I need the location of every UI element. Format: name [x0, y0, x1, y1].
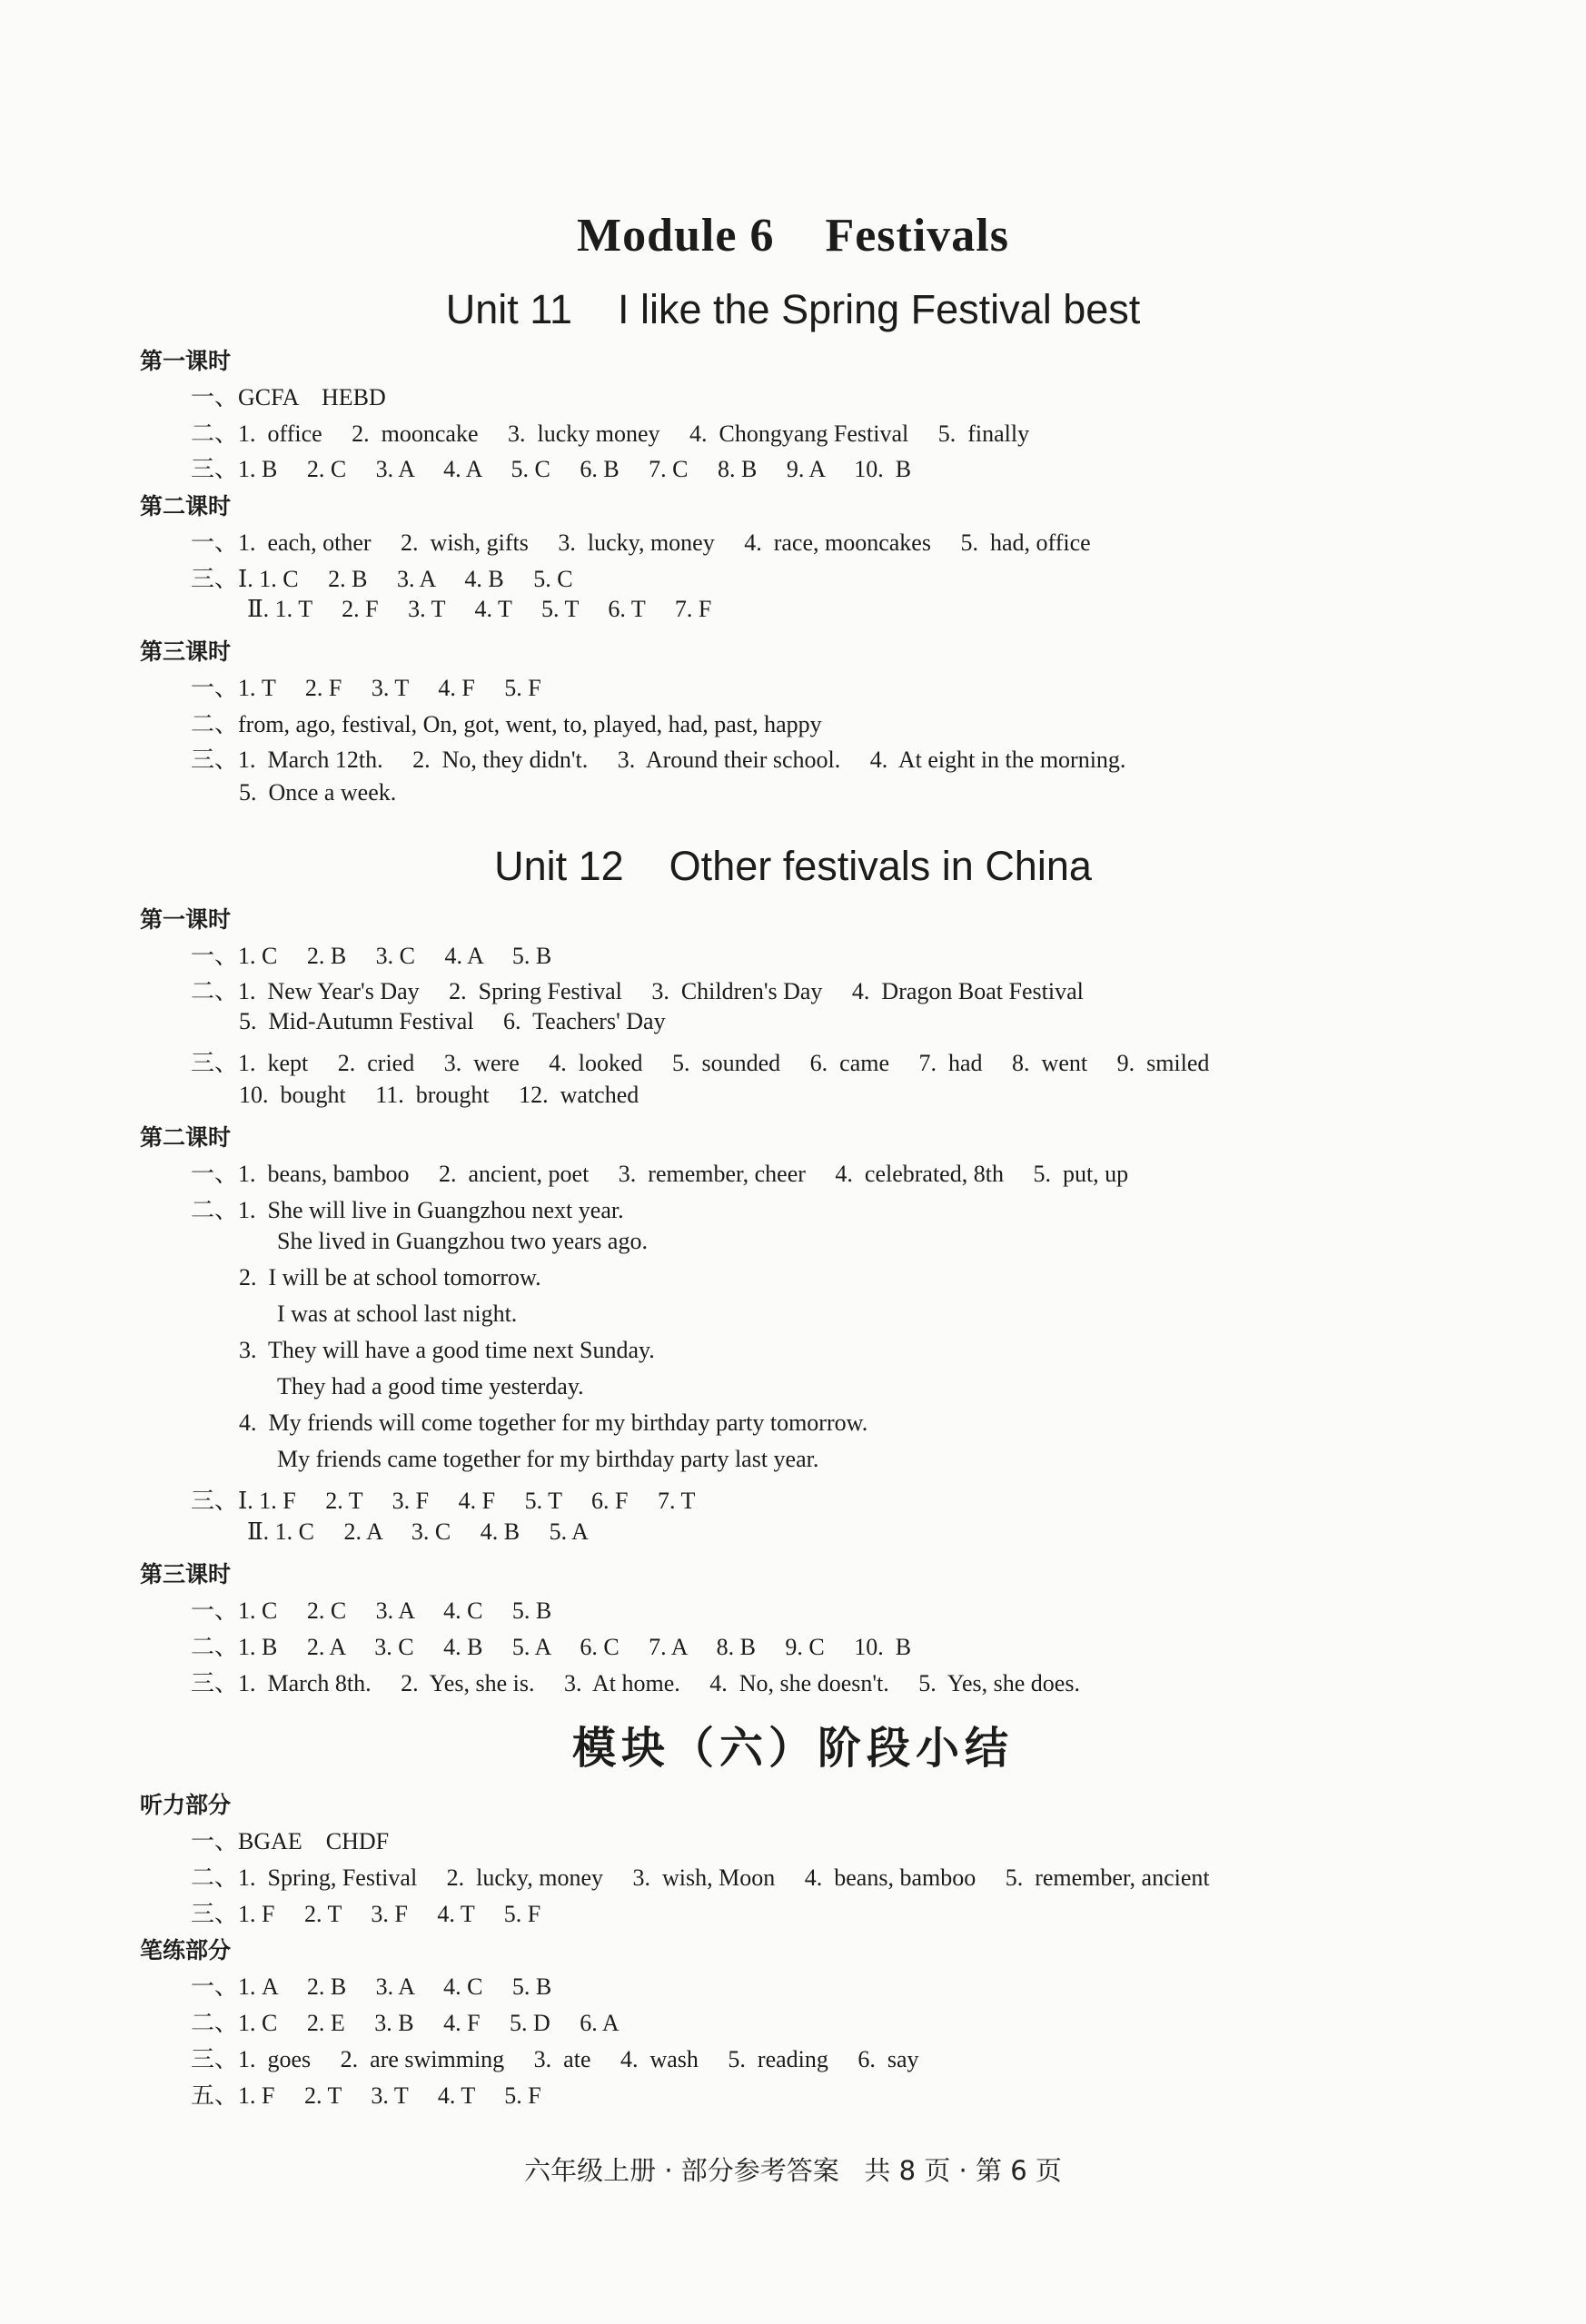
writing-section-heading: 笔练部分	[140, 1937, 232, 1963]
module-summary-title: 模块（六）阶段小结	[571, 1723, 1014, 1774]
answer-line: 一、1. T 2. F 3. T 4. F 5. F	[191, 675, 541, 701]
answer-line: 二、1. Spring, Festival 2. lucky, money 3. wish, Moon 4. beans, bamboo 5. remember, ancient	[191, 1864, 1210, 1891]
answer-line: 一、1. C 2. B 3. C 4. A 5. B	[191, 943, 552, 969]
answer-line: She lived in Guangzhou two years ago.	[277, 1228, 648, 1254]
answer-line: 二、1. New Year's Day 2. Spring Festival 3. Children's Day 4. Dragon Boat Festival	[191, 978, 1084, 1004]
answer-line: 三、1. goes 2. are swimming 3. ate 4. wash 5. reading 6. say	[191, 2046, 919, 2072]
answer-line: 三、1. March 12th. 2. No, they didn't. 3. Around their school. 4. At eight in the morning.	[191, 747, 1126, 773]
answer-line: They had a good time yesterday.	[277, 1373, 584, 1399]
answer-line: 二、1. B 2. A 3. C 4. B 5. A 6. C 7. A 8. B 9. C 10. B	[191, 1634, 912, 1660]
answer-line: 二、from, ago, festival, On, got, went, to, played, had, past, happy	[191, 711, 822, 737]
answer-line: I was at school last night.	[277, 1300, 518, 1327]
answer-line: 一、BGAE CHDF	[191, 1828, 390, 1854]
answer-line: 二、1. She will live in Guangzhou next year.	[191, 1197, 624, 1223]
answer-line: 4. My friends will come together for my birthday party tomorrow.	[239, 1409, 868, 1436]
answer-line: 3. They will have a good time next Sunday.	[239, 1337, 655, 1363]
unit-11-lesson-2-heading: 第二课时	[140, 493, 232, 519]
page-footer: 六年级上册 · 部分参考答案 共 8 页 · 第 6 页	[524, 2155, 1062, 2186]
unit-12-lesson-2-heading: 第二课时	[140, 1124, 232, 1151]
answer-line: 二、1. office 2. mooncake 3. lucky money 4. Chongyang Festival 5. finally	[191, 420, 1030, 447]
answer-line: 三、Ⅰ. 1. F 2. T 3. F 4. F 5. T 6. F 7. T	[191, 1488, 696, 1514]
answer-line: 2. I will be at school tomorrow.	[239, 1264, 541, 1291]
answer-line: 5. Once a week.	[239, 779, 397, 806]
answer-line: 三、1. F 2. T 3. F 4. T 5. F	[191, 1901, 541, 1927]
listening-section-heading: 听力部分	[140, 1792, 232, 1818]
answer-line: 5. Mid-Autumn Festival 6. Teachers' Day	[239, 1008, 666, 1034]
answer-line: 三、1. March 8th. 2. Yes, she is. 3. At home. 4. No, she doesn't. 5. Yes, she does.	[191, 1670, 1080, 1696]
answer-line: 三、1. B 2. C 3. A 4. A 5. C 6. B 7. C 8. B 9. A 10. B	[191, 456, 912, 482]
answer-line: 五、1. F 2. T 3. T 4. T 5. F	[191, 2082, 541, 2109]
answer-line: 三、1. kept 2. cried 3. were 4. looked 5. sounded 6. came 7. had 8. went 9. smiled	[191, 1050, 1210, 1076]
answer-line: My friends came together for my birthday party last year.	[277, 1446, 819, 1472]
answer-line: Ⅱ. 1. T 2. F 3. T 4. T 5. T 6. T 7. F	[247, 596, 712, 622]
answer-line: Ⅱ. 1. C 2. A 3. C 4. B 5. A	[247, 1518, 589, 1545]
answer-line: 一、1. C 2. C 3. A 4. C 5. B	[191, 1597, 552, 1624]
unit-11-lesson-3-heading: 第三课时	[140, 638, 232, 665]
unit-11-lesson-1-heading: 第一课时	[140, 348, 232, 374]
answer-line: 一、1. each, other 2. wish, gifts 3. lucky, money 4. race, mooncakes 5. had, office	[191, 529, 1091, 556]
unit-11-title: Unit 11 I like the Spring Festival best	[445, 286, 1141, 332]
unit-12-title: Unit 12 Other festivals in China	[494, 843, 1092, 889]
answer-line: 二、1. C 2. E 3. B 4. F 5. D 6. A	[191, 2010, 620, 2036]
answer-line: 三、Ⅰ. 1. C 2. B 3. A 4. B 5. C	[191, 566, 573, 592]
answer-line: 一、GCFA HEBD	[191, 384, 386, 410]
module-title: Module 6 Festivals	[577, 210, 1009, 262]
answer-line: 一、1. beans, bamboo 2. ancient, poet 3. remember, cheer 4. celebrated, 8th 5. put, up	[191, 1161, 1129, 1187]
unit-12-lesson-3-heading: 第三课时	[140, 1561, 232, 1587]
answer-line: 一、1. A 2. B 3. A 4. C 5. B	[191, 1973, 552, 2000]
unit-12-lesson-1-heading: 第一课时	[140, 906, 232, 933]
answer-line: 10. bought 11. brought 12. watched	[239, 1082, 639, 1108]
